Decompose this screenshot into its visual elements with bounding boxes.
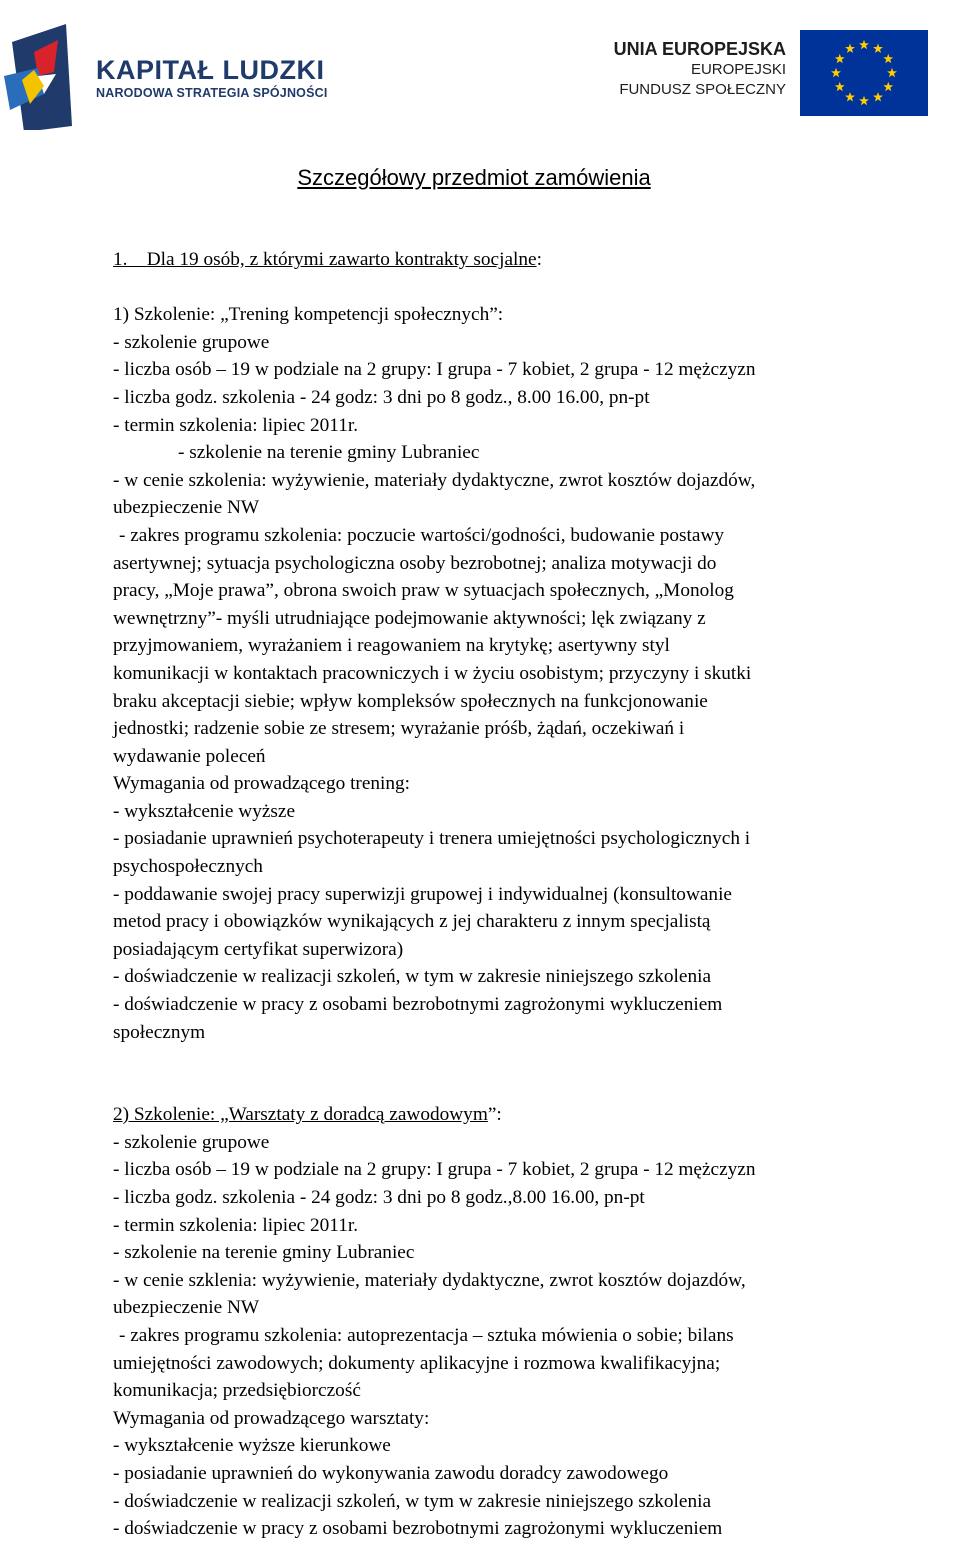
training-1-program-line: asertywnej; sytuacja psychologiczna osoby bezrobotnej; analiza motywacji do — [113, 552, 717, 574]
training-1-requirement: - poddawanie swojej pracy superwizji grupowej i indywidualnej (konsultowanie — [113, 883, 732, 905]
unia-europejska-wordmark — [614, 38, 786, 100]
training-1-requirement: społecznym — [113, 1021, 206, 1043]
training-1-line: - liczba osób – 19 w podziale na 2 grupy: I grupa - 7 kobiet, 2 grupa - 12 mężczyzn — [113, 359, 756, 381]
training-2-line: - liczba osób – 19 w podziale na 2 grupy: I grupa - 7 kobiet, 2 grupa - 12 mężczyzn — [113, 1159, 756, 1181]
training-1-requirement: - doświadczenie w realizacji szkoleń, w tym w zakresie niniejszego szkolenia — [113, 966, 712, 988]
section-number: 1. — [113, 249, 128, 270]
training-1-line: - liczba godz. szkolenia - 24 godz: 3 dni po 8 godz., 8.00 16.00, pn-pt — [113, 386, 650, 408]
training-1-requirement: psychospołecznych — [113, 856, 263, 878]
training-1-program-line: pracy, „Moje prawa”, obrona swoich praw w sytuacjach społecznych, „Monolog — [113, 580, 734, 602]
training-1-line: - szkolenie grupowe — [113, 331, 270, 353]
training-1-requirement: Wymagania od prowadzącego trening: — [113, 773, 411, 795]
training-2-requirement: - doświadczenie w realizacji szkoleń, w tym w zakresie niniejszego szkolenia — [113, 1490, 712, 1512]
training-1-program-line: komunikacji w kontaktach pracowniczych i w życiu osobistym; przyczyny i skutki — [113, 662, 752, 684]
section-heading-text: Dla 19 osób, z którymi zawarto kontrakty socjalne — [146, 249, 537, 270]
training-1-heading: 1) Szkolenie: „Trening kompetencji społecznych”: — [113, 304, 504, 326]
training-1-requirement: - doświadczenie w pracy z osobami bezrobotnymi zagrożonymi wykluczeniem — [113, 994, 723, 1016]
document-body — [113, 246, 923, 1543]
training-2-requirement: Wymagania od prowadzącego warsztaty: — [113, 1407, 430, 1429]
page-header — [0, 0, 960, 140]
training-2-line: - w cenie szklenia: wyżywienie, materiały dydaktyczne, zwrot kosztów dojazdów, — [113, 1269, 746, 1291]
ue-line-1: UNIA EUROPEJSKA — [613, 39, 786, 59]
training-2-line: - szkolenie grupowe — [113, 1131, 270, 1153]
training-1-line: - termin szkolenia: lipiec 2011r. — [113, 414, 359, 436]
training-2-program-line: - zakres programu szkolenia: autoprezentacja – sztuka mówienia o sobie; bilans — [119, 1324, 734, 1346]
ue-line-2: EUROPEJSKI — [690, 61, 786, 78]
training-1-program-line: przyjmowaniem, wyrażaniem i reagowaniem na krytykę; asertywny styl — [113, 635, 670, 657]
training-1-requirement: - posiadanie uprawnień psychoterapeuty i trenera umiejętności psychologicznych i — [113, 828, 751, 850]
training-1-program-line: wydawanie poleceń — [113, 745, 266, 767]
training-2-heading-main: 2) Szkolenie: „Warsztaty z doradcą zawodowym — [113, 1104, 488, 1126]
section-heading-suffix: : — [536, 249, 542, 270]
training-1-line: ubezpieczenie NW — [113, 497, 260, 519]
training-2-heading — [113, 1101, 923, 1129]
training-1-requirement: metod pracy i obowiązków wynikających z jej charakteru z innym specjalistą — [113, 911, 711, 933]
training-2-program-line: umiejętności zawodowych; dokumenty aplikacyjne i rozmowa kwalifikacyjna; — [113, 1352, 721, 1374]
page-title: Szczegółowy przedmiot zamówienia — [297, 165, 651, 190]
section-1-heading — [113, 246, 923, 274]
training-2-line: - liczba godz. szkolenia - 24 godz: 3 dni po 8 godz.,8.00 16.00, pn-pt — [113, 1187, 645, 1208]
training-2-requirement: - posiadanie uprawnień do wykonywania zawodu doradcy zawodowego — [113, 1462, 669, 1484]
training-2-line: - szkolenie na terenie gminy Lubraniec — [113, 1242, 415, 1264]
ue-line-3: FUNDUSZ SPOŁECZNY — [619, 81, 786, 98]
training-2-line: - termin szkolenia: lipiec 2011r. — [113, 1214, 359, 1236]
training-1-line: - w cenie szkolenia: wyżywienie, materiały dydaktyczne, zwrot kosztów dojazdów, — [113, 469, 756, 491]
training-1-program-line: - zakres programu szkolenia: poczucie wartości/godności, budowanie postawy — [119, 524, 725, 546]
training-2-line: ubezpieczenie NW — [113, 1297, 260, 1319]
training-1-program-line: jednostki; radzenie sobie ze stresem; wyrażanie próśb, żądań, oczekiwań i — [113, 718, 685, 740]
training-2-program-line: komunikacja; przedsiębiorczość — [113, 1380, 361, 1402]
kapital-ludzki-wordmark — [96, 56, 328, 102]
kapital-ludzki-title: KAPITAŁ LUDZKI — [96, 55, 325, 85]
training-1-location: - szkolenie na terenie gminy Lubraniec — [178, 442, 480, 464]
training-1-requirement: posiadającym certyfikat superwizora) — [113, 938, 404, 960]
training-2-requirement: - doświadczenie w pracy z osobami bezrobotnymi zagrożonymi wykluczeniem — [113, 1518, 723, 1540]
unia-europejska-logo — [606, 30, 936, 120]
kapital-ludzki-star-icon — [4, 20, 84, 130]
training-1-requirement: - wykształcenie wyższe — [113, 800, 296, 822]
training-1-program-line: wewnętrzny”- myśli utrudniające podejmowanie aktywności; lęk związany z — [113, 607, 706, 629]
training-2-requirement: - wykształcenie wyższe kierunkowe — [113, 1435, 391, 1457]
eu-flag-icon — [800, 30, 928, 116]
training-2-heading-suffix: ”: — [487, 1104, 502, 1126]
kapital-ludzki-subtitle: NARODOWA STRATEGIA SPÓJNOŚCI — [96, 86, 328, 100]
kapital-ludzki-logo — [4, 20, 344, 130]
training-1-program-line: braku akceptacji siebie; wpływ kompleksów społecznych na funkcjonowanie — [113, 690, 708, 712]
